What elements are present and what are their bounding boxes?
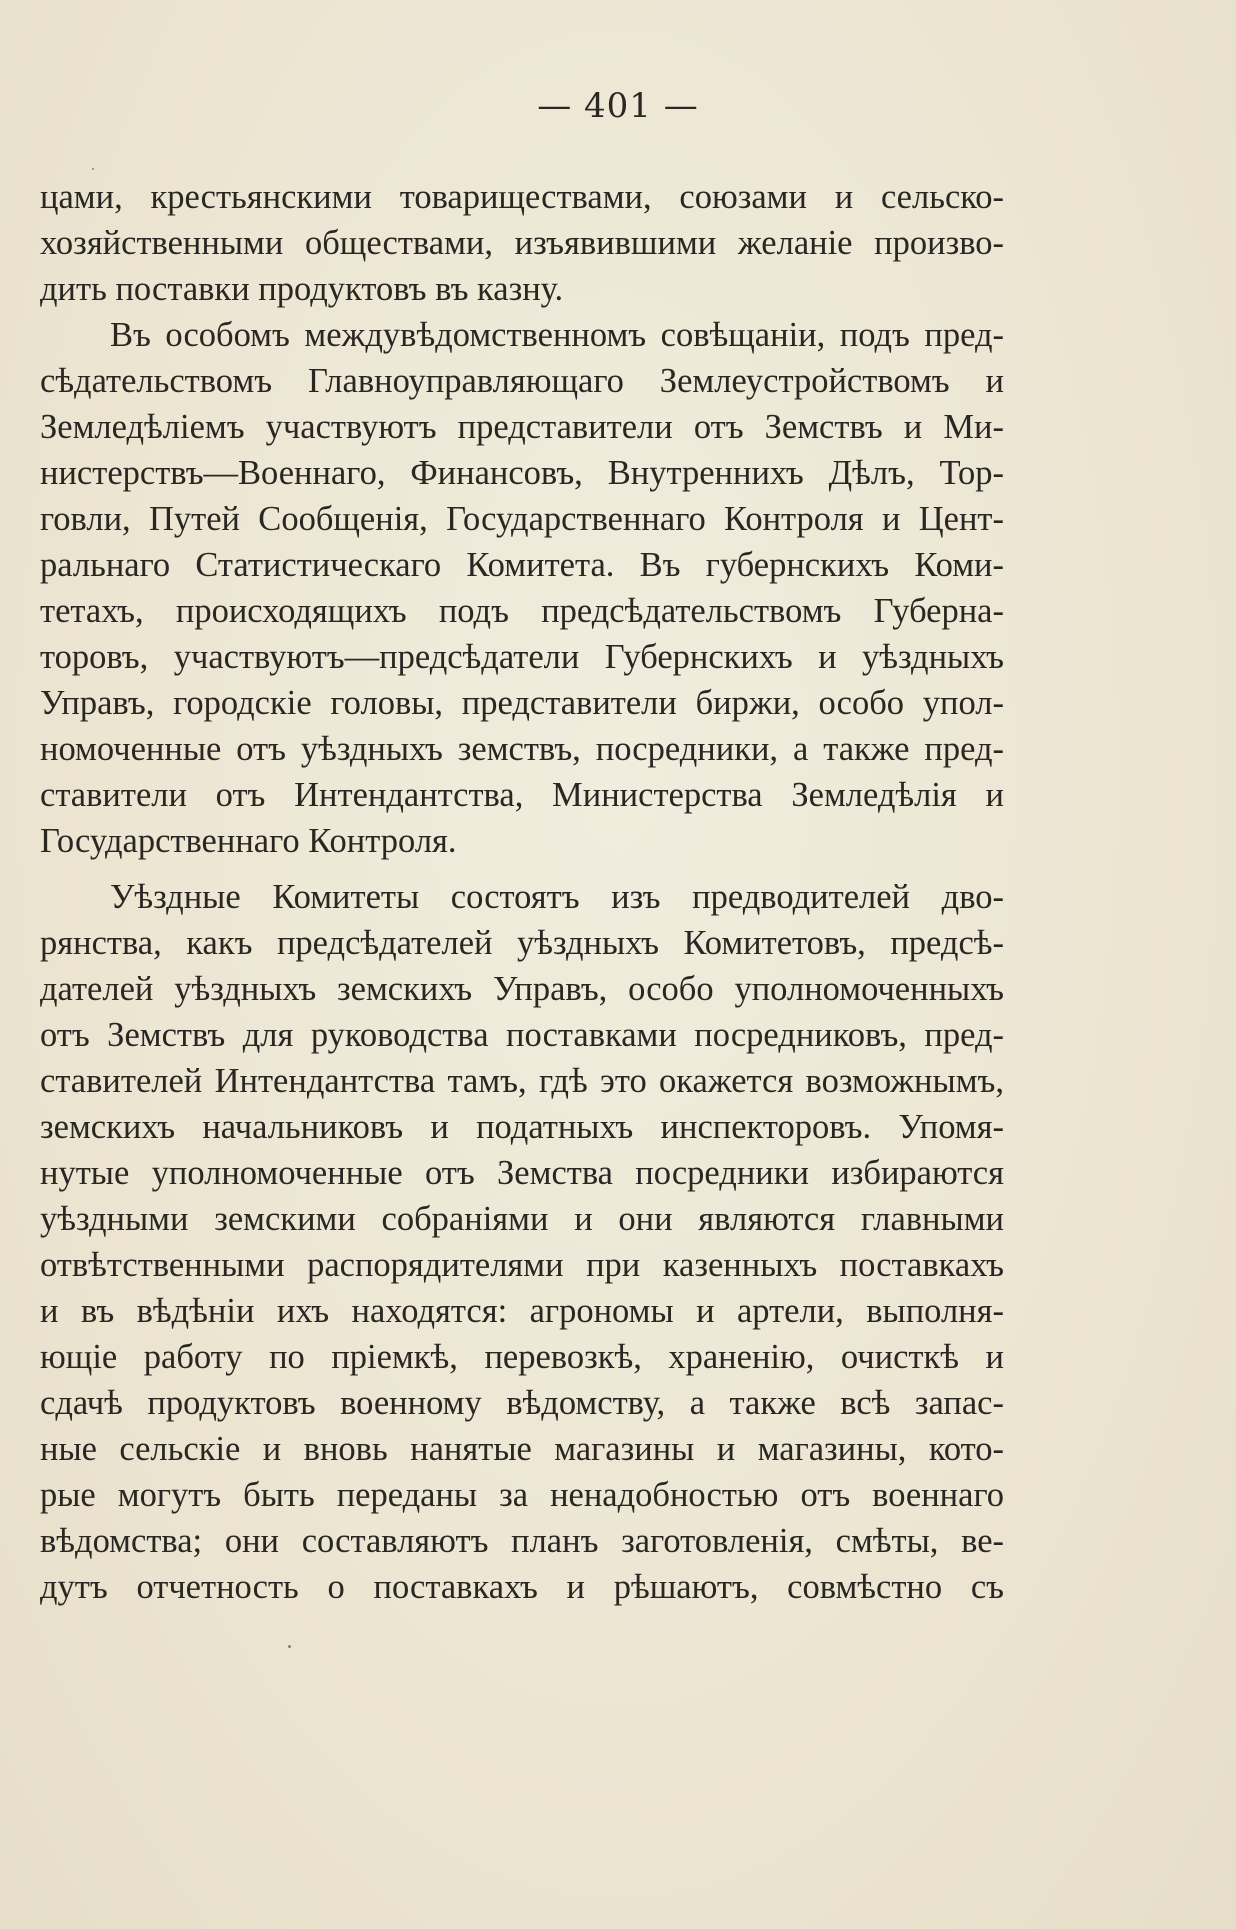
text-line: рые могутъ быть переданы за ненадобностью отъ военнаго <box>40 1476 1004 1514</box>
paragraph-1 <box>40 174 1004 312</box>
paper-speck <box>288 1645 291 1648</box>
text-line: дить поставки продуктовъ въ казну. <box>40 270 564 308</box>
body-text <box>40 174 1004 1610</box>
text-line: цами, крестьянскими товариществами, союзами и сельско- <box>40 178 1004 216</box>
text-line: Уѣздные Комитеты состоятъ изъ предводителей дво- <box>110 878 1004 916</box>
text-line: Въ особомъ междувѣдомственномъ совѣщаніи, подъ пред- <box>110 316 1004 354</box>
text-line: торовъ, участвуютъ—предсѣдатели Губернскихъ и уѣздныхъ <box>40 638 1004 676</box>
text-line: нистерствъ—Военнаго, Финансовъ, Внутреннихъ Дѣлъ, Тор- <box>40 454 1004 492</box>
text-line: ставители отъ Интендантства, Министерства Земледѣлія и <box>40 776 1004 814</box>
text-line: и въ вѣдѣніи ихъ находятся: агрономы и артели, выполня- <box>40 1292 1004 1330</box>
text-line: дателей уѣздныхъ земскихъ Управъ, особо уполномоченныхъ <box>40 970 1004 1008</box>
text-line: говли, Путей Сообщенія, Государственнаго Контроля и Цент- <box>40 500 1004 538</box>
text-line: ставителей Интендантства тамъ, гдѣ это окажется возможнымъ, <box>40 1062 1004 1100</box>
text-line: Земледѣліемъ участвуютъ представители отъ Земствъ и Ми- <box>40 408 1004 446</box>
text-line: сѣдательствомъ Главноуправляющаго Землеустройствомъ и <box>40 362 1004 400</box>
text-line: нутые уполномоченные отъ Земства посредники избираются <box>40 1154 1004 1192</box>
text-line: вѣдомства; они составляютъ планъ заготовленія, смѣты, ве- <box>40 1522 1004 1560</box>
text-line: земскихъ начальниковъ и податныхъ инспекторовъ. Упомя- <box>40 1108 1004 1146</box>
text-line: ющіе работу по пріемкѣ, перевозкѣ, храненію, очисткѣ и <box>40 1338 1004 1376</box>
text-line: сдачѣ продуктовъ военному вѣдомству, а также всѣ запас- <box>40 1384 1004 1422</box>
text-line: дутъ отчетность о поставкахъ и рѣшаютъ, совмѣстно съ <box>40 1568 1004 1606</box>
text-line: рянства, какъ предсѣдателей уѣздныхъ Комитетовъ, предсѣ- <box>40 924 1004 962</box>
paper-speck <box>92 168 94 170</box>
text-line: уѣздными земскими собраніями и они являются главными <box>40 1200 1004 1238</box>
text-line: номоченные отъ уѣздныхъ земствъ, посредники, а также пред- <box>40 730 1004 768</box>
text-line: Управъ, городскіе головы, представители биржи, особо упол- <box>40 684 1004 722</box>
page-number: — 401 — <box>537 86 699 126</box>
paragraph-2 <box>40 312 1004 864</box>
text-line: тетахъ, происходящихъ подъ предсѣдательствомъ Губерна- <box>40 592 1004 630</box>
text-line: отвѣтственными распорядителями при казенныхъ поставкахъ <box>40 1246 1004 1284</box>
text-line: ные сельскіе и вновь нанятые магазины и магазины, кото- <box>40 1430 1004 1468</box>
text-line: отъ Земствъ для руководства поставками посредниковъ, пред- <box>40 1016 1004 1054</box>
text-line: хозяйственными обществами, изъявившими желаніе произво- <box>40 224 1004 262</box>
text-line: Государственнаго Контроля. <box>40 822 457 860</box>
text-line: ральнаго Статистическаго Комитета. Въ губернскихъ Коми- <box>40 546 1004 584</box>
paragraph-3 <box>40 874 1004 1610</box>
